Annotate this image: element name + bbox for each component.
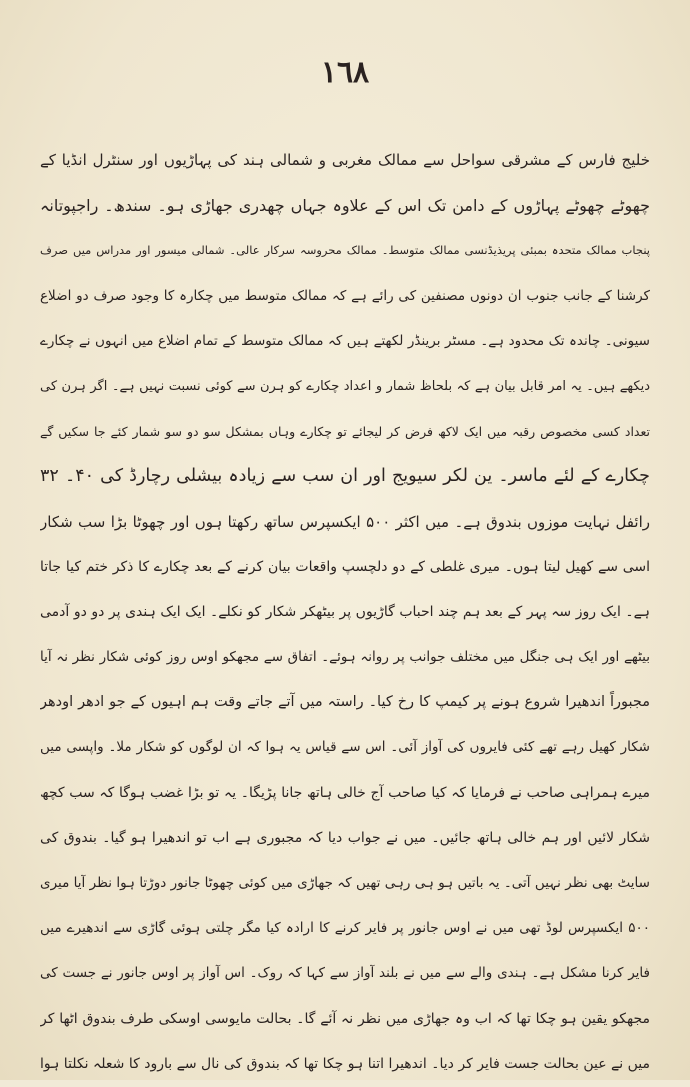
text-line: میرے ہمراہی صاحب نے فرمایا کہ کیا صاحب آج خالی ہاتھ جانا پڑیگا۔ یہ تو بڑا غضب ہوگا کہ سب کچھ xyxy=(40,784,650,801)
text-line: چھوٹے چھوٹے پہاڑوں کے دامن تک اس کے علاوہ جہاں چھدری جھاڑی ہو۔ سندھ۔ راجپوتانہ xyxy=(40,196,650,216)
page-body-text xyxy=(40,138,650,1087)
text-line: شکار لائیں اور ہم خالی ہاتھ جائیں۔ میں نے جواب دیا کہ مجبوری ہے اب تو اندھیرا ہو گیا۔ بندوق کی xyxy=(40,829,650,846)
text-line: ۵۰۰ ایکسپرس لوڈ تھی میں نے اوس جانور پر فایر کرنے کا ارادہ کیا مگر چلتی ہوئی گاڑی سے اندھیرے میں xyxy=(40,920,650,937)
text-line: پنجاب ممالک متحدہ بمبئی پریذیڈنسی ممالک متوسط۔ ممالک محروسہ سرکار عالی۔ شمالی میسور اور مدراس میں صرف xyxy=(40,243,650,258)
text-line: فایر کرنا مشکل ہے۔ ہندی والے سے میں نے بلند آواز سے کہا کہ روک۔ اس آواز پر اوس جانور نے جست کی xyxy=(40,965,650,982)
text-line: خلیج فارس کے مشرقی سواحل سے ممالک مغربی و شمالی ہند کی پہاڑیوں اور سنٹرل انڈیا کے xyxy=(40,151,650,169)
text-line: رائفل نہایت موزوں بندوق ہے۔ میں اکثر ۵۰۰ ایکسپرس ساتھ رکھتا ہوں اور چھوٹا بڑا سب شکار xyxy=(40,512,650,531)
text-line: سایٹ بھی نظر نہیں آتی۔ یہ باتیں ہو ہی رہی تھیں کہ جھاڑی میں کوئی چھوٹا جانور دوڑتا ہوا نظر آیا میری xyxy=(40,875,650,891)
text-line: مجبوراً اندھیرا شروع ہونے پر کیمپ کا رخ کیا۔ راستہ میں آتے جاتے وقت ہم اہیوں کے جو ادھر اودھر xyxy=(40,694,650,711)
text-line: بیٹھے اور ایک ہی جنگل میں مختلف جوانب پر روانہ ہوئے۔ اتفاق سے مجھکو اوس روز کوئی شکار نظر نہ آیا xyxy=(40,649,650,666)
text-line: مجھکو یقین ہو چکا تھا کہ اب وہ جھاڑی میں نظر نہ آئے گا۔ بحالت مایوسی اوسکی طرف بندوق اٹھا کر xyxy=(40,1010,650,1027)
text-line: تعداد کسی مخصوص رقبہ میں ایک لاکھ فرض کر لیجائے تو چکارے وہاں بمشکل سو دو سو شمار کئے جا سکیں گے xyxy=(40,424,650,440)
text-line: اسی سے کھیل لیتا ہوں۔ میری غلطی کے دو دلچسپ واقعات بیان کرنے کے بعد چکارے کا ذکر ختم کیا جاتا xyxy=(40,558,650,575)
text-line: چکارے کے لئے ماسر۔ ین لکر سیویج اور ان سب سے زیادہ بیشلی رچارڈ کی ۴۰۔ ۳۲ xyxy=(40,466,650,487)
text-line: کرشنا کے جانب جنوب ان دونوں مصنفین کی رائے ہے کہ ممالک متوسط میں چکارہ کا وجود صرف دو اضلاع xyxy=(40,287,650,304)
text-line: دیکھے ہیں۔ یہ امر قابل بیان ہے کہ بلحاظ شمار و اعداد چکارے کو ہرن سے کوئی نسبت نہیں ہے۔ اگر ہرن کی xyxy=(40,378,650,394)
text-line: شکار کھیل رہے تھے کئی فایروں کی آواز آئی۔ اس سے قیاس یہ ہوا کہ ان لوگوں کو شکار ملا۔ واپسی میں xyxy=(40,739,650,756)
page-number: ١٦٨ xyxy=(320,55,370,90)
text-line: ہے۔ ایک روز سہ پہر کے بعد ہم چند احباب گاڑیوں پر بیٹھکر شکار کو نکلے۔ ایک ایک ہندی پر دو دو آدمی xyxy=(40,603,650,620)
text-line: سیونی۔ چاندہ تک محدود ہے۔ مسٹر برینڈر لکھتے ہیں کہ ممالک متوسط کے تمام اضلاع میں انہوں نے چکارے xyxy=(40,332,650,349)
text-line: میں نے عین بحالت جست فایر کر دیا۔ اندھیرا اتنا ہو چکا تھا کہ بندوق کی نال سے بارود کا شعلہ نکلتا ہوا xyxy=(40,1055,650,1072)
